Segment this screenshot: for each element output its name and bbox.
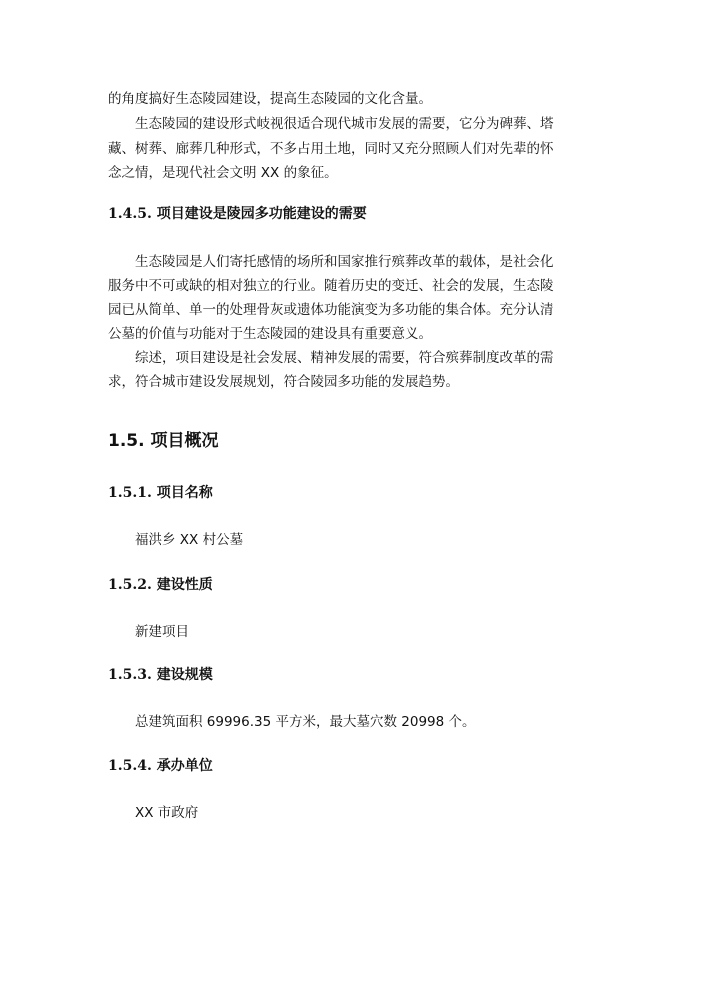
section-heading-1-5-3: 1.5.3. 建设规模 [108,667,213,683]
section-heading-1-5-2: 1.5.2. 建设性质 [108,577,213,593]
section-heading-1-5-1: 1.5.1. 项目名称 [108,485,213,501]
intro-paragraph-2-line-3: 念之情，是现代社会文明 XX 的象征。 [108,165,338,181]
section-heading-1-5: 1.5. 项目概况 [108,431,219,451]
section-heading-1-4-5: 1.4.5. 项目建设是陵园多功能建设的需要 [108,206,367,222]
section-1-4-5-paragraph-2-line-1: 综述，项目建设是社会发展、精神发展的需要，符合殡葬制度改革的需 [135,350,554,366]
intro-paragraph-2-line-2: 藏、树葬、廊葬几种形式，不多占用土地，同时又充分照顾人们对先辈的怀 [108,141,554,157]
section-1-4-5-paragraph-1-line-4: 公墓的价值与功能对于生态陵园的建设具有重要意义。 [108,326,432,342]
section-1-4-5-paragraph-2-line-2: 求，符合城市建设发展规划，符合陵园多功能的发展趋势。 [108,374,459,390]
project-name-value: 福洪乡 XX 村公墓 [135,532,244,548]
section-heading-1-5-4: 1.5.4. 承办单位 [108,758,213,774]
intro-paragraph-2-line-1: 生态陵园的建设形式岐视很适合现代城市发展的需要，它分为碑葬、塔 [135,116,554,132]
section-1-4-5-paragraph-1-line-1: 生态陵园是人们寄托感情的场所和国家推行殡葬改革的载体，是社会化 [135,254,554,270]
construction-nature-value: 新建项目 [135,624,189,640]
section-1-4-5-paragraph-1-line-2: 服务中不可或缺的相对独立的行业。随着历史的变迁、社会的发展，生态陵 [108,278,554,294]
construction-scale-value: 总建筑面积 69996.35 平方米，最大墓穴数 20998 个。 [135,714,476,730]
organizer-value: XX 市政府 [135,805,199,821]
intro-paragraph-1-line-1: 的角度搞好生态陵园建设，提高生态陵园的文化含量。 [108,91,432,107]
section-1-4-5-paragraph-1-line-3: 园已从简单、单一的处理骨灰或遗体功能演变为多功能的集合体。充分认清 [108,302,554,318]
